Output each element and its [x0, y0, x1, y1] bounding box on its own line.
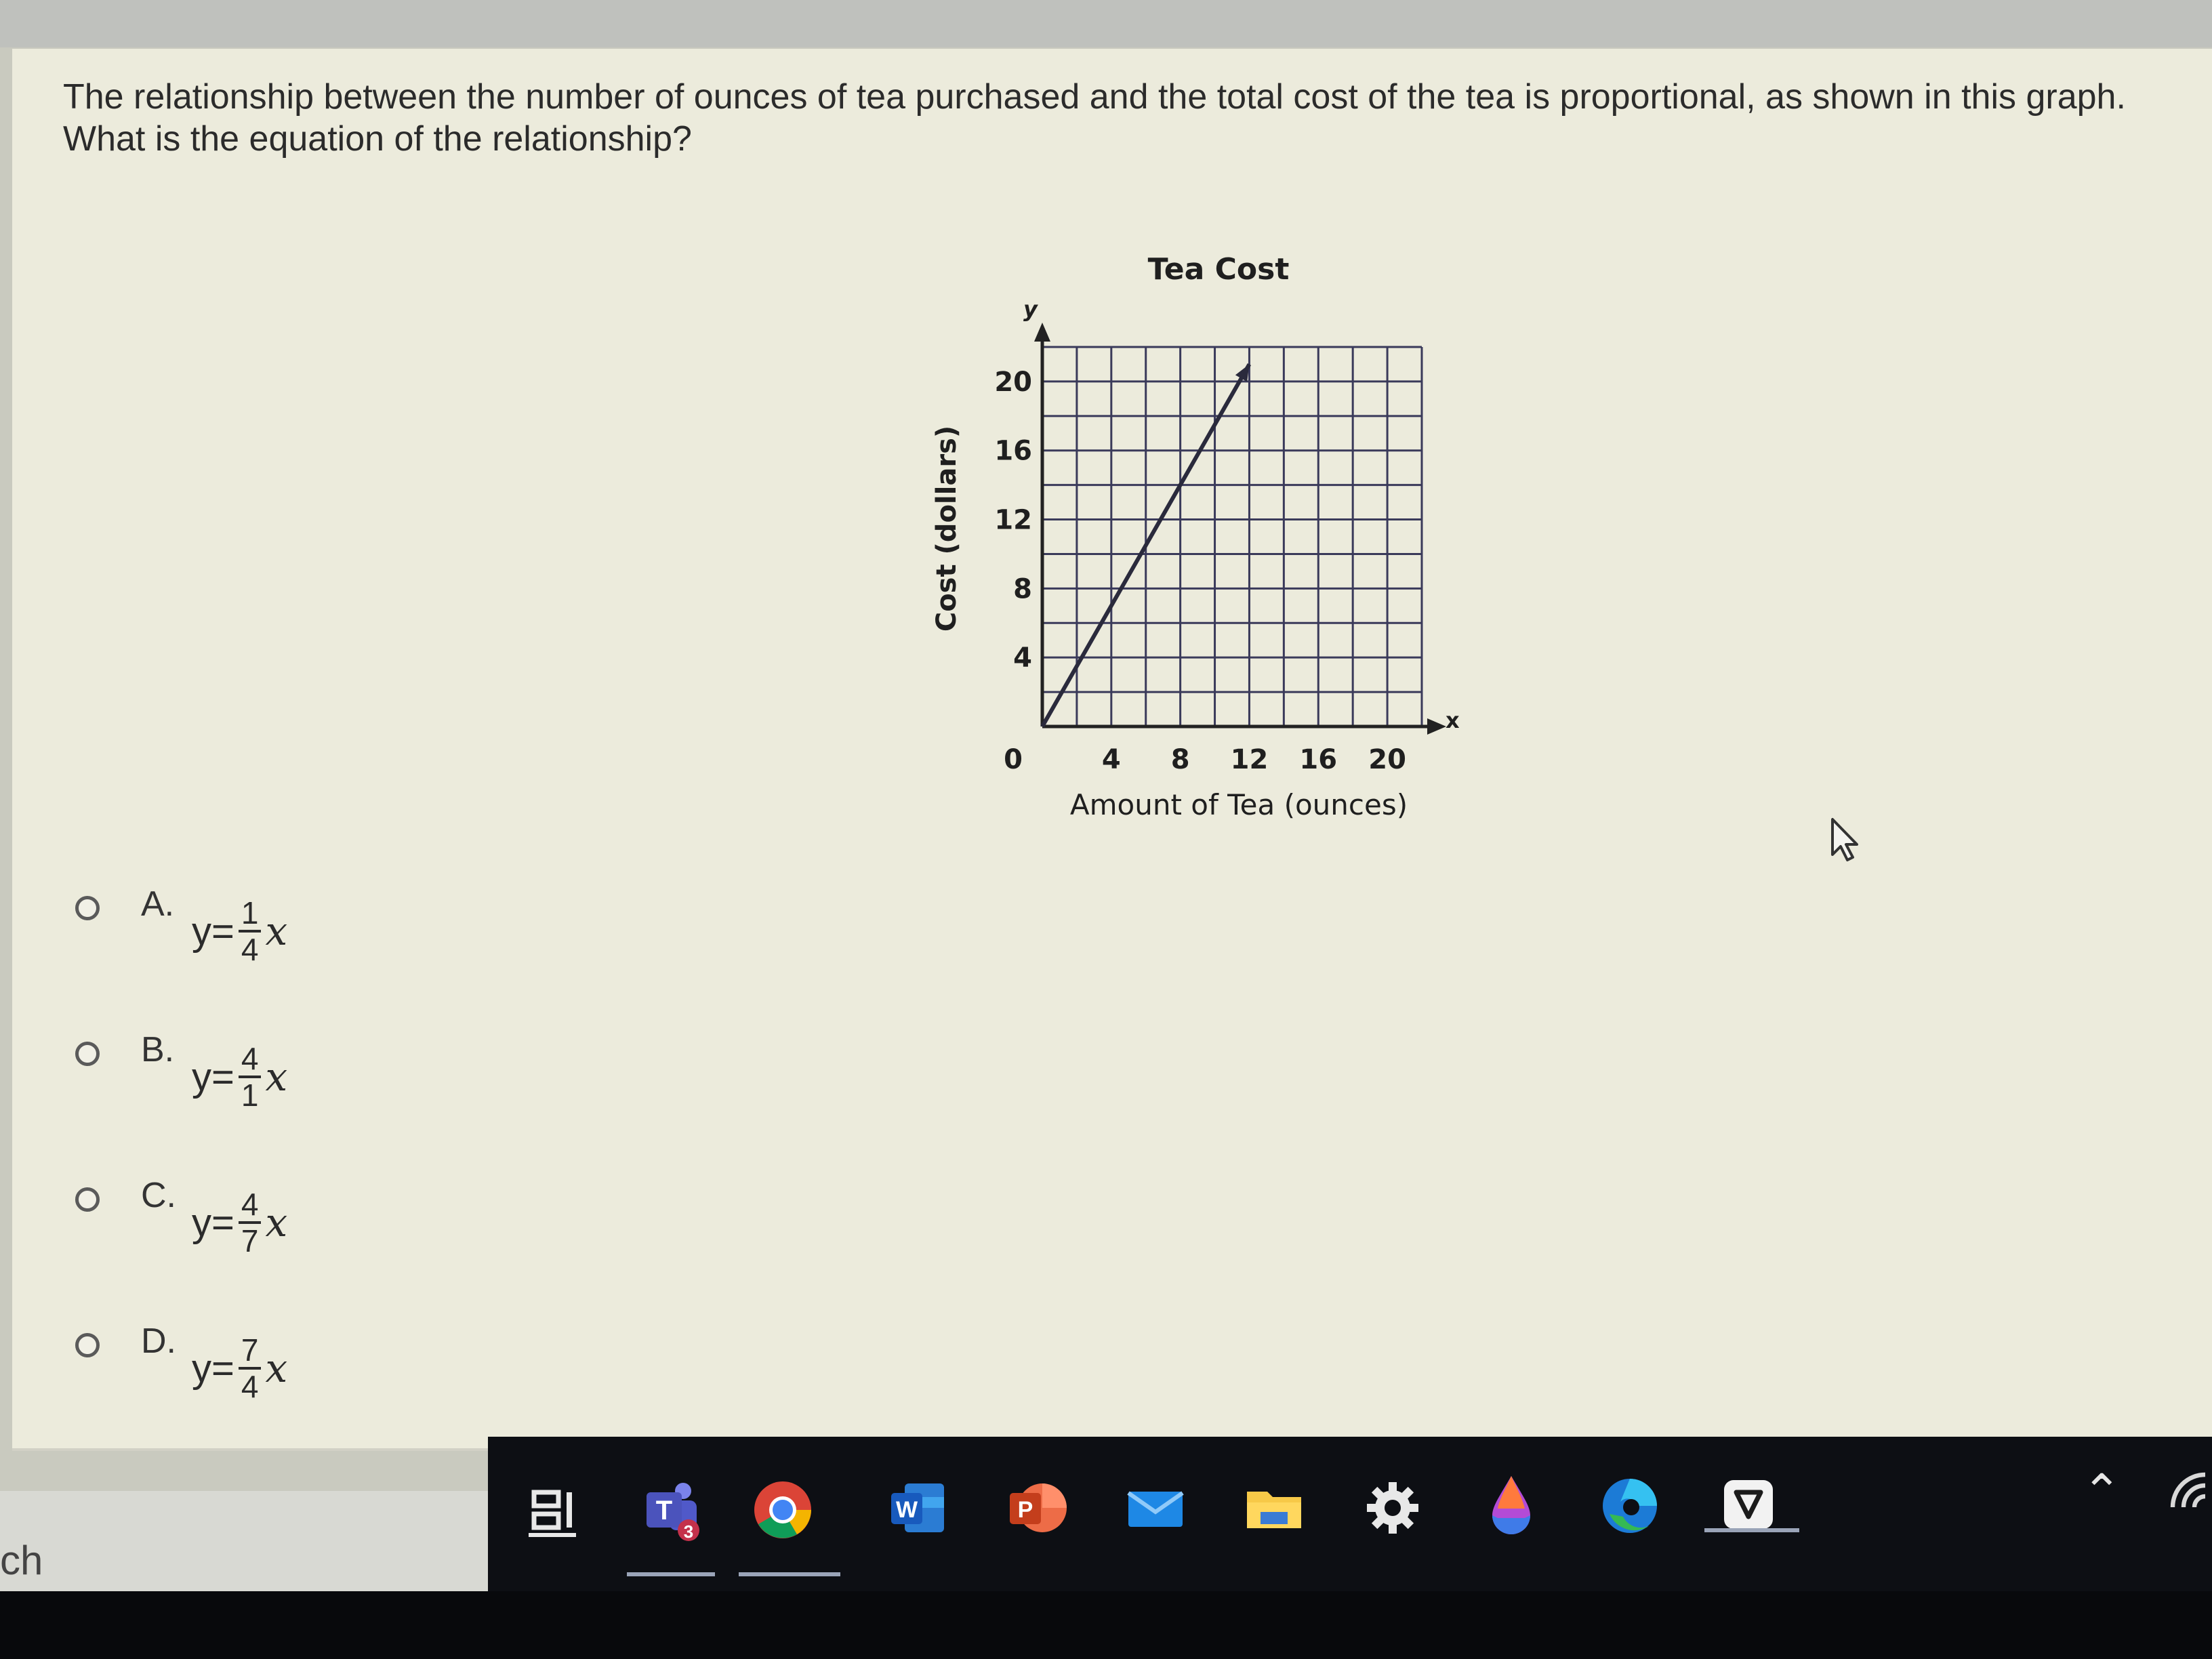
equation-lhs: y=: [192, 909, 234, 954]
fraction-numerator: 1: [239, 897, 262, 933]
fraction-denominator: 4: [241, 932, 259, 967]
tray-chevron-up-icon[interactable]: ⌃: [2082, 1465, 2122, 1518]
radio-button-c[interactable]: [75, 1187, 100, 1212]
vpn-active-indicator: [1704, 1528, 1799, 1532]
option-letter: B.: [141, 1030, 175, 1069]
option-equation: [192, 1334, 287, 1402]
powerpoint-letter: P: [1017, 1497, 1033, 1523]
option-equation: [192, 1043, 287, 1111]
y-axis-arrow: [1034, 323, 1050, 342]
teams-letter: T: [655, 1496, 673, 1525]
task-view-icon[interactable]: [522, 1477, 590, 1545]
y-tick-label: 16: [994, 435, 1032, 467]
fraction-numerator: 4: [239, 1043, 262, 1078]
question-text: [63, 76, 2164, 160]
mouse-pointer-icon: [1830, 817, 1864, 864]
x-tick-label: 12: [1230, 744, 1269, 775]
edge-icon[interactable]: [1596, 1472, 1664, 1540]
powerpoint-icon[interactable]: [1003, 1474, 1071, 1542]
radio-button-b[interactable]: [75, 1042, 100, 1066]
fraction-denominator: 4: [241, 1369, 259, 1404]
equation-fraction: [239, 1189, 262, 1256]
y-tick-label: 4: [1013, 642, 1032, 674]
y-tick-label: 8: [1013, 573, 1032, 605]
option-letter: A.: [141, 884, 175, 924]
fraction-denominator: 7: [241, 1223, 259, 1258]
option-equation: [192, 897, 287, 965]
equation-variable: x: [265, 908, 288, 954]
equation-lhs: y=: [192, 1054, 234, 1099]
x-tick-label: 16: [1299, 744, 1338, 775]
question-line-1: The relationship between the number of ounces of tea purchased and the total cost of the tea is proportional, as shown in this graph.: [63, 77, 2126, 117]
chart-title: Tea Cost: [1147, 252, 1290, 287]
option-letter: D.: [141, 1322, 176, 1361]
y-axis-letter: y: [1023, 296, 1038, 322]
word-icon[interactable]: [884, 1474, 952, 1542]
fraction-numerator: 7: [239, 1334, 262, 1370]
chrome-icon[interactable]: [749, 1476, 817, 1544]
question-line-2: What is the equation of the relationship?: [63, 119, 692, 159]
question-card: [12, 49, 2212, 1451]
monitor-bezel: [0, 1591, 2212, 1659]
equation-variable: x: [265, 1345, 288, 1391]
equation-fraction: [239, 1043, 262, 1111]
equation-variable: x: [265, 1054, 288, 1100]
radio-button-d[interactable]: [75, 1333, 100, 1357]
word-letter: W: [895, 1497, 918, 1523]
x-tick-label: 8: [1170, 744, 1190, 775]
search-text-fragment: ch: [0, 1538, 43, 1583]
teams-icon[interactable]: [637, 1476, 705, 1544]
chrome-active-indicator: [739, 1572, 840, 1576]
wifi-icon[interactable]: [2162, 1464, 2212, 1518]
file-explorer-icon[interactable]: [1240, 1474, 1308, 1542]
equation-fraction: [239, 1334, 262, 1402]
taskbar: [488, 1437, 2212, 1593]
equation-lhs: y=: [192, 1200, 234, 1245]
x-axis-title: Amount of Tea (ounces): [1069, 788, 1408, 821]
equation-lhs: y=: [192, 1346, 234, 1391]
option-letter: C.: [141, 1176, 176, 1215]
teams-active-indicator: [627, 1572, 715, 1576]
y-tick-label: 20: [994, 366, 1032, 398]
x-axis-arrow: [1427, 718, 1446, 735]
browser-top-strip: [0, 0, 2212, 47]
radio-button-a[interactable]: [75, 896, 100, 920]
y-tick-label: 12: [994, 504, 1032, 536]
tea-cost-chart: [893, 225, 1503, 835]
fraction-denominator: 1: [241, 1078, 259, 1113]
teams-badge: 3: [683, 1521, 694, 1542]
taskbar-search-area[interactable]: [0, 1491, 488, 1591]
chart-grid: [1034, 323, 1446, 735]
settings-icon[interactable]: [1359, 1474, 1427, 1542]
x-axis-letter: x: [1446, 708, 1460, 733]
paint-icon[interactable]: [1477, 1471, 1545, 1538]
option-equation: [192, 1189, 287, 1256]
equation-variable: x: [265, 1200, 288, 1246]
chart-tick-labels: [994, 367, 1406, 775]
fraction-numerator: 4: [239, 1189, 262, 1224]
x-tick-label: 4: [1101, 744, 1121, 775]
y-axis-title: Cost (dollars): [931, 425, 962, 632]
equation-fraction: [239, 897, 262, 965]
mail-icon[interactable]: [1122, 1474, 1189, 1542]
x-tick-label: 20: [1368, 744, 1406, 775]
origin-label: 0: [1004, 744, 1023, 775]
